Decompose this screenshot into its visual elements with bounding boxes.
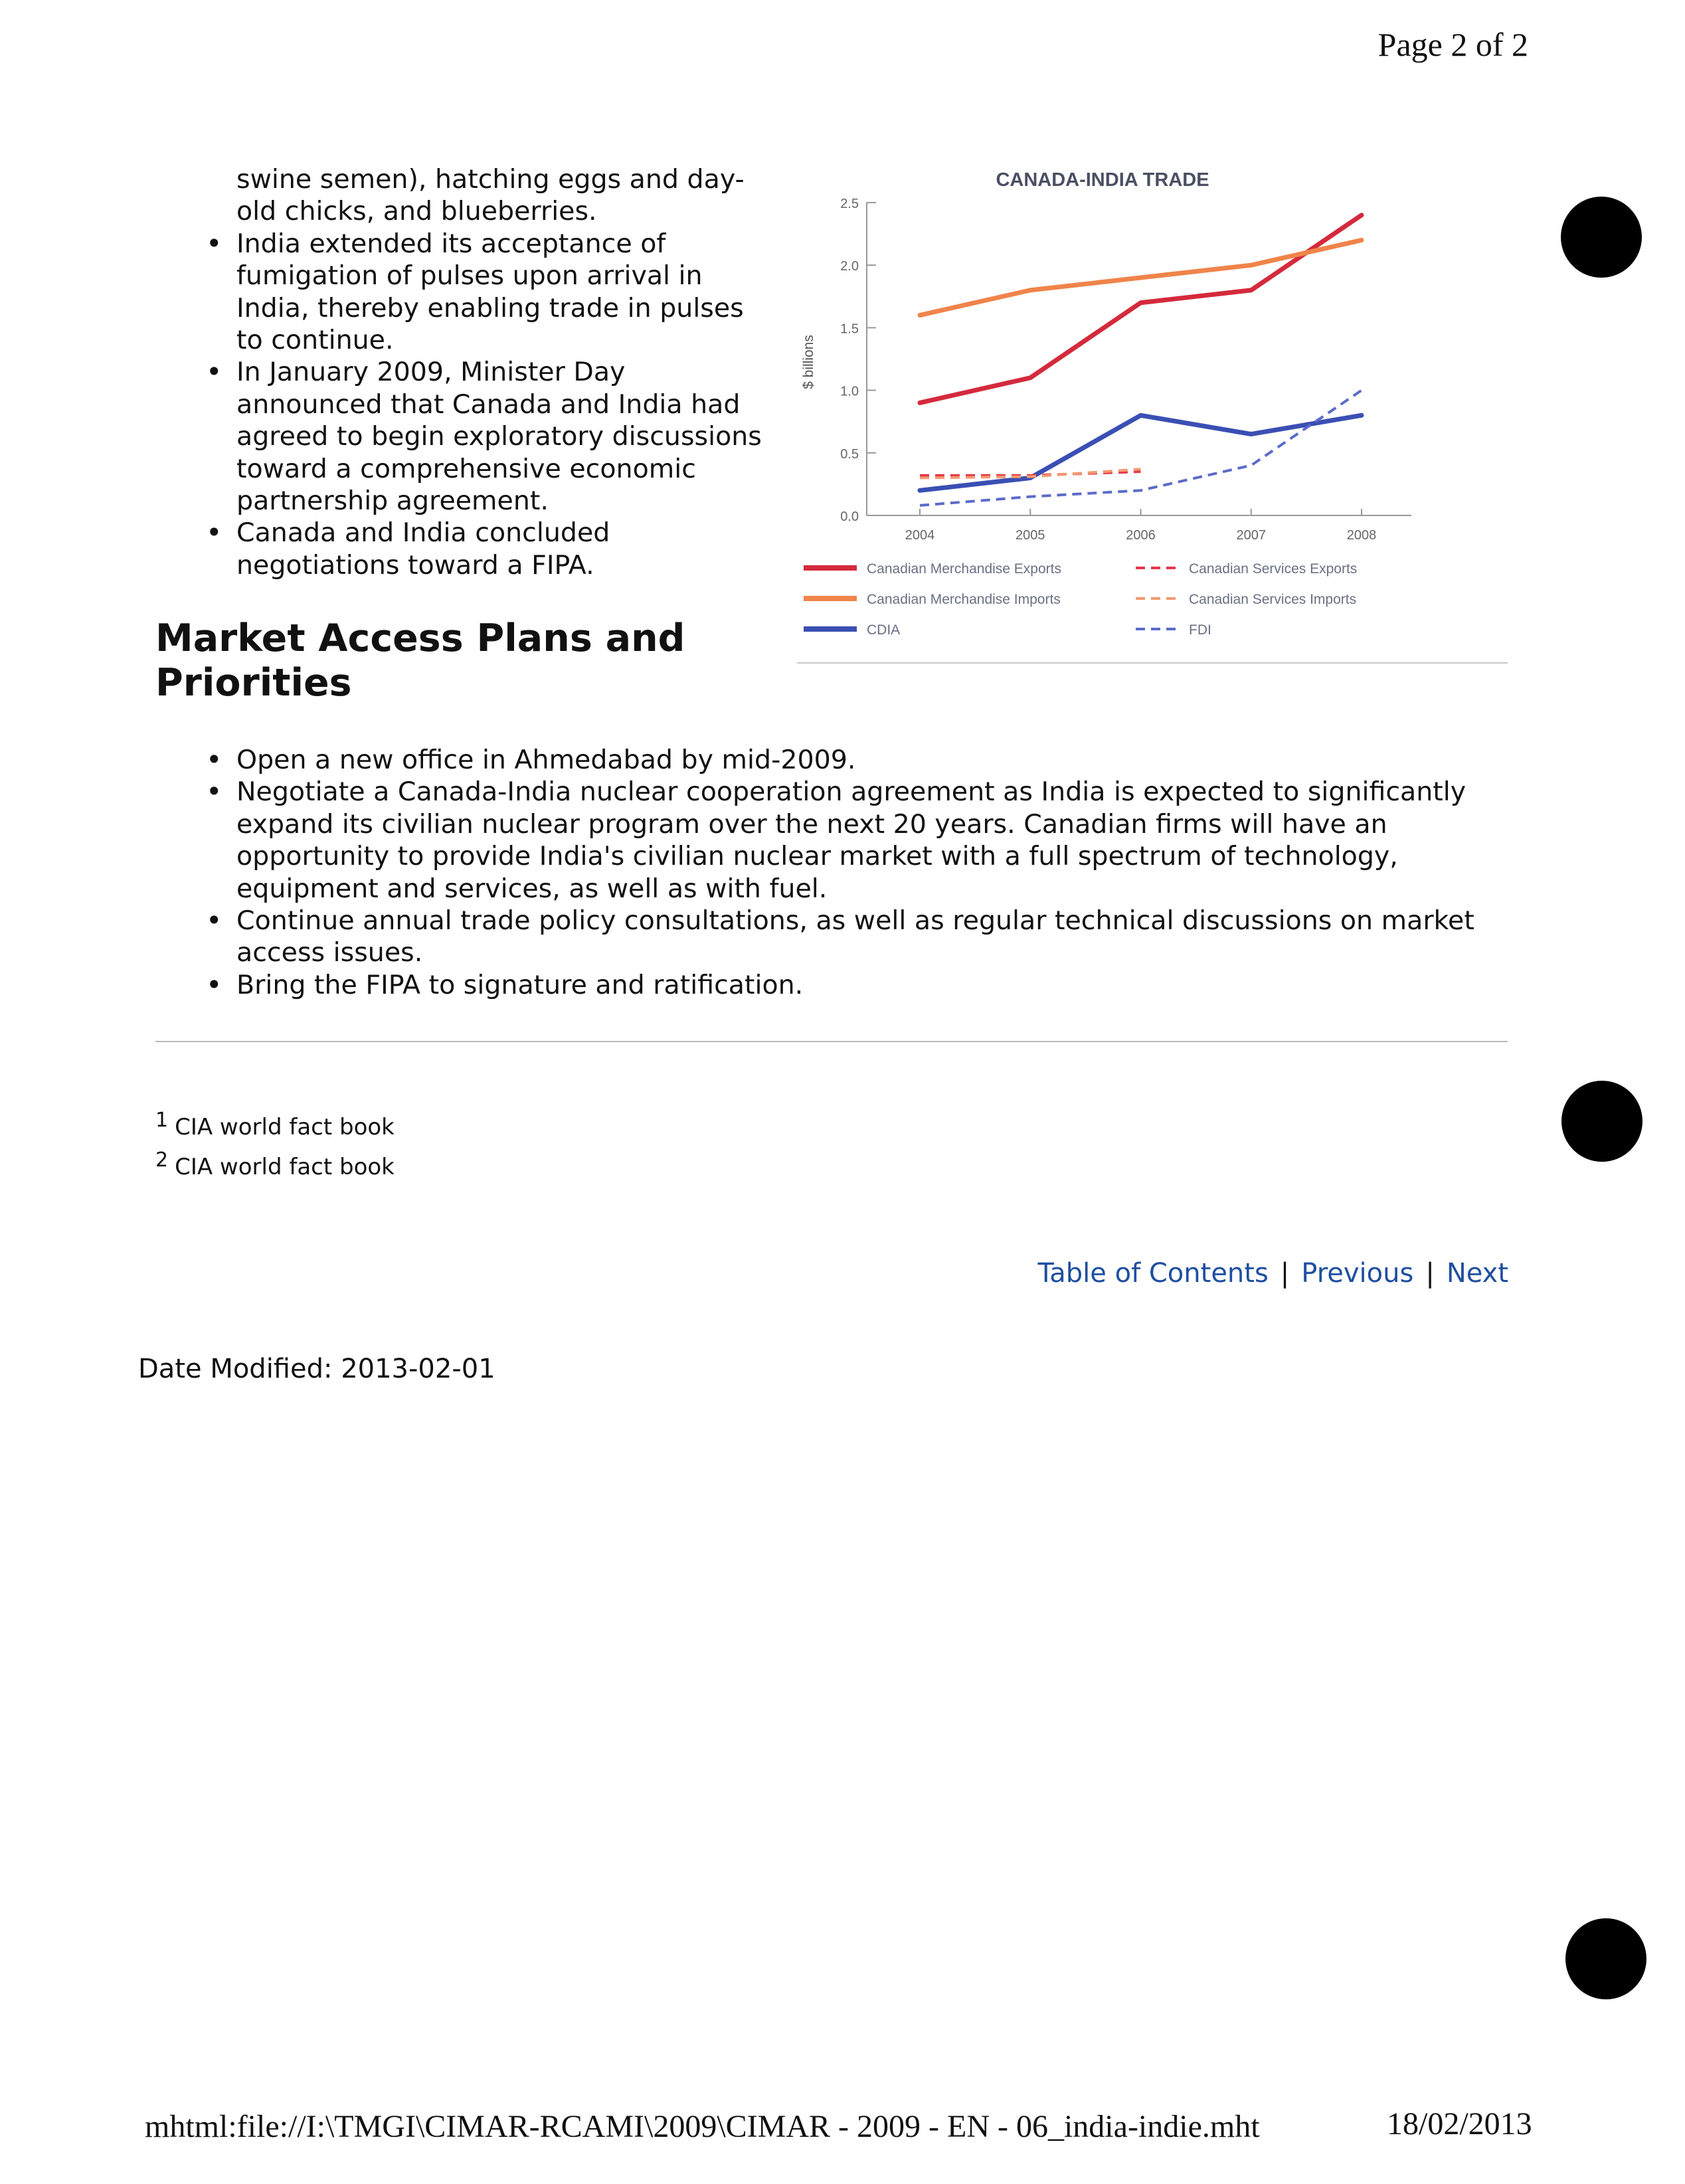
intro-bullet-list (206, 228, 764, 581)
chart-y-tick-label: 1.5 (840, 321, 859, 337)
list-item: • Continue annual trade policy consultations, as well as regular technical discussions on market access issues. (206, 905, 1508, 969)
section-divider (155, 1041, 1508, 1042)
footnote (155, 1147, 395, 1187)
chart-y-tick-label: 2.5 (840, 197, 859, 211)
page-navigation (1037, 1258, 1508, 1289)
chart-series-line-0 (920, 215, 1362, 403)
footer-print-date: 18/02/2013 (1387, 2106, 1532, 2141)
chart-y-tick-label: 1.0 (840, 384, 859, 399)
footer-file-path: mhtml:file://I:\TMGI\CIMAR-RCAMI\2009\CIMAR - 2009 - EN - 06_india-indie.mht (145, 2109, 1260, 2144)
chart-series (920, 215, 1362, 505)
chart-y-tick-label: 0.0 (840, 509, 859, 524)
date-modified: Date Modified: 2013-02-01 (138, 1354, 495, 1384)
intro-continuation: swine semen), hatching eggs and day-old chicks, and blueberries. (236, 164, 745, 227)
list-item: • In January 2009, Minister Day announced that Canada and India had agreed to begin exploratory discussions toward a comprehensive economic partnership agreement. (206, 356, 764, 517)
chart-y-axis-label: $ billions (801, 335, 816, 389)
chart-series-line-2 (920, 415, 1362, 490)
priorities-list (206, 744, 1508, 1001)
legend-label: FDI (1189, 622, 1211, 638)
table-of-contents-link[interactable]: Table of Contents (1037, 1258, 1269, 1289)
intro-text (206, 163, 764, 581)
chart-y-tick-label: 0.5 (840, 446, 859, 462)
legend-label: CDIA (867, 622, 901, 638)
chart-y-tick-label: 2.0 (840, 259, 859, 274)
footnotes (155, 1107, 395, 1187)
legend-label: Canadian Merchandise Exports (867, 561, 1061, 577)
nav-separator: | (1425, 1258, 1435, 1289)
chart-divider (797, 662, 1508, 664)
list-item: • Bring the FIPA to signature and ratification. (206, 969, 1508, 1001)
chart-x-tick-label: 2005 (1016, 528, 1045, 543)
previous-link[interactable]: Previous (1301, 1258, 1414, 1289)
next-link[interactable]: Next (1446, 1258, 1508, 1289)
footnote-number: 2 (155, 1148, 169, 1172)
list-item: • Negotiate a Canada-India nuclear cooperation agreement as India is expected to significantly expand its civilian nuclear program over the next 20 years. Canadian firms will have an opportunity to provide India's civilian nuclear market with a full spectrum of technology, equipment and services, as well as with fuel. (206, 776, 1508, 905)
footnote (155, 1107, 395, 1147)
footnote-text: CIA world fact book (175, 1114, 395, 1140)
chart-x-tick-label: 2008 (1346, 528, 1377, 543)
punch-hole (1565, 1918, 1646, 1999)
canada-india-trade-chart (790, 159, 1508, 644)
legend-label: Canadian Services Exports (1189, 561, 1358, 577)
legend-label: Canadian Merchandise Imports (867, 592, 1061, 607)
chart-x-tick-label: 2007 (1236, 528, 1266, 543)
footnote-text: CIA world fact book (175, 1154, 395, 1180)
section-title: Market Access Plans and Priorities (155, 616, 685, 705)
chart-title: CANADA-INDIA TRADE (996, 169, 1209, 191)
chart-x-tick-label: 2006 (1126, 528, 1156, 543)
page-number: Page 2 of 2 (1377, 26, 1528, 63)
legend-label: Canadian Services Imports (1189, 592, 1357, 607)
list-item: • Canada and India concluded negotiations toward a FIPA. (206, 517, 764, 581)
footnote-number: 1 (155, 1109, 169, 1132)
punch-hole (1561, 1081, 1642, 1162)
chart-x-tick-label: 2004 (905, 528, 935, 543)
nav-separator: | (1280, 1258, 1290, 1289)
chart-series-line-5 (920, 391, 1362, 505)
chart-legend (804, 561, 1357, 638)
list-item: • India extended its acceptance of fumigation of pulses upon arrival in India, thereby enabling trade in pulses to continue. (206, 228, 764, 357)
punch-hole (1561, 197, 1642, 278)
list-item: • Open a new office in Ahmedabad by mid-2009. (206, 744, 1508, 776)
